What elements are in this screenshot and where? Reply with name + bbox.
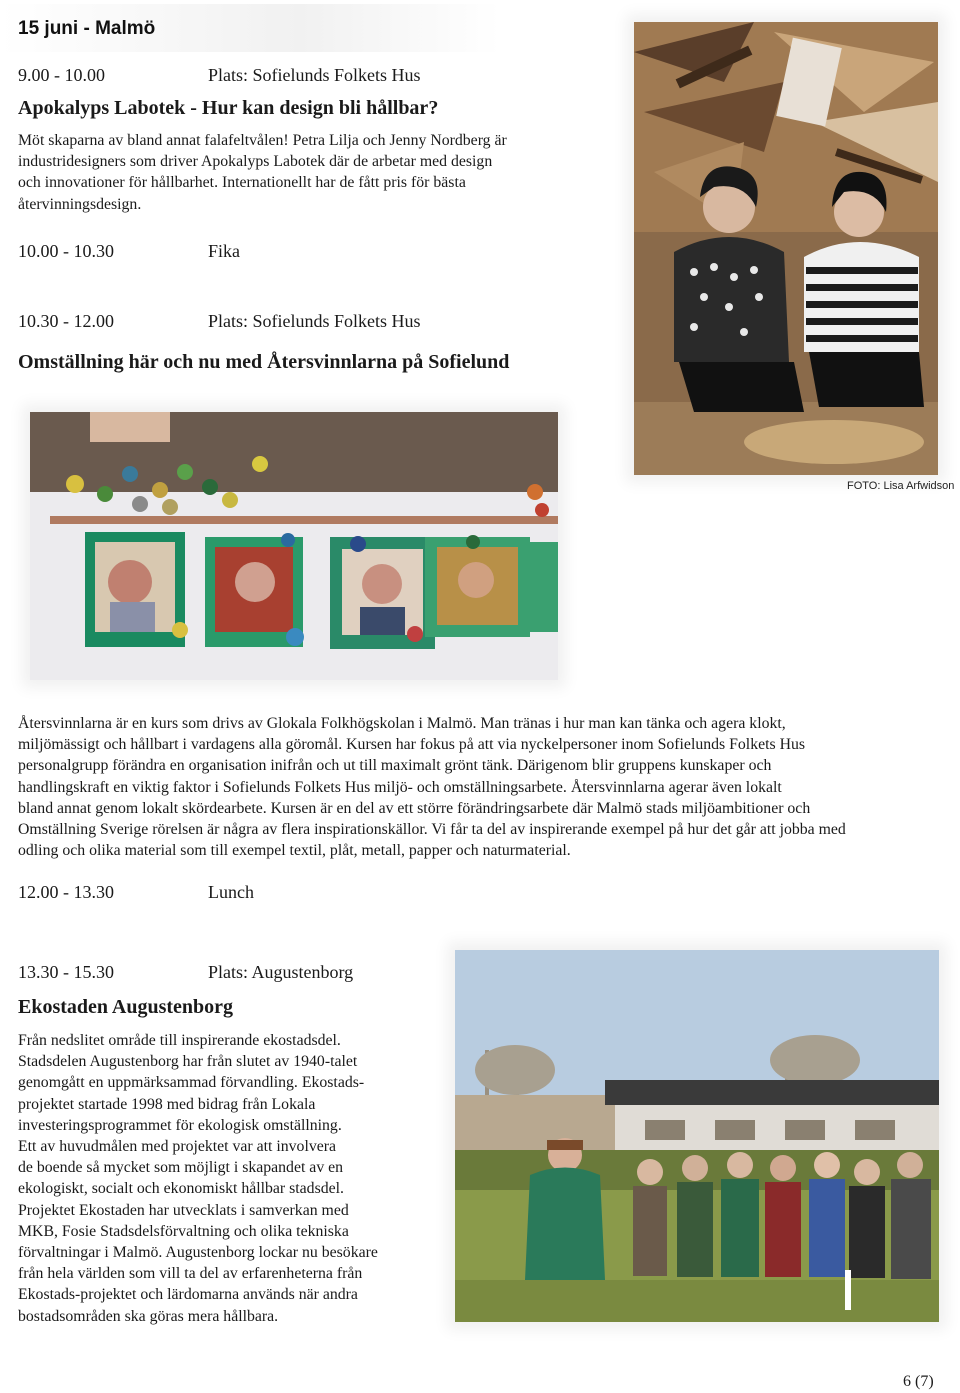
text-line: personalgrupp förändra en organisation inifrån och ut till maximalt grönt tänk. Därigenom blir gruppens kunskaper och	[18, 757, 772, 775]
session-1-description	[18, 130, 578, 215]
photo-credit: FOTO: Lisa Arfwidson	[847, 480, 955, 492]
text-line: ekologiskt, socialt och ekonomiskt hållbar stadsdel.	[18, 1180, 344, 1198]
text-line: förvaltningar i Malmö. Augustenborg lockar nu besökare	[18, 1244, 378, 1262]
session-5-place: Plats: Augustenborg	[208, 962, 354, 982]
session-1-time: 9.00 - 10.00	[18, 65, 105, 85]
session-1-title: Apokalyps Labotek - Hur kan design bli hållbar?	[18, 97, 439, 119]
text-line: och innovationer för hållbarhet. Internationellt har de fått pris för bästa	[18, 174, 466, 192]
session-1-place: Plats: Sofielunds Folkets Hus	[208, 65, 421, 85]
page-number: 6 (7)	[903, 1373, 934, 1390]
augustenborg-photo	[455, 950, 939, 1322]
text-line: Ett av huvudmålen med projektet var att involvera	[18, 1138, 337, 1156]
text-line: handlingskraft en viktig faktor i Sofielunds Folkets Hus miljö- och omställningsarbete. Återsvinnlarna agerar även lokalt	[18, 778, 782, 796]
session-3-place: Plats: Sofielunds Folkets Hus	[208, 311, 421, 331]
designers-photo	[634, 22, 938, 475]
text-line: Återsvinnlarna är en kurs som drivs av Glokala Folkhögskolan i Malmö. Man tränas i hur man kan tänka och agera klokt,	[18, 715, 786, 732]
session-2-time: 10.00 - 10.30	[18, 241, 114, 261]
text-line: Stadsdelen Augustenborg har från slutet av 1940-talet	[18, 1053, 358, 1071]
session-2-place: Fika	[208, 241, 241, 261]
text-line: industridesigners som driver Apokalyps Labotek där de arbetar med design	[18, 153, 493, 171]
frames-photo	[30, 412, 558, 680]
text-line: MKB, Fosie Stadsdelsförvaltning och olika tekniska	[18, 1222, 349, 1240]
text-line: odling och olika material som till exempel textil, plåt, metall, papper och naturmaterial.	[18, 842, 571, 860]
page-title: 15 juni - Malmö	[18, 18, 156, 39]
text-line: Från nedslitet område till inspirerande ekostadsdel.	[18, 1032, 341, 1049]
text-line: miljömässigt och hållbart i vardagens alla göromål. Kursen har fokus på att via nyckelpersoner inom Sofielunds Folkets Hus	[18, 736, 806, 754]
text-line: projektet startade 1998 med bidrag från Lokala	[18, 1095, 316, 1113]
text-line: Möt skaparna av bland annat falafeltvålen! Petra Lilja och Jenny Nordberg är	[18, 132, 507, 149]
session-3-time: 10.30 - 12.00	[18, 311, 114, 331]
text-line: från hela världen som vill ta del av erfarenheterna från	[18, 1265, 363, 1283]
text-line: Ekostads-projektet och lärdomarna används när andra	[18, 1286, 358, 1304]
text-line: bland annat genom lokalt skördearbete. Kursen är en del av ett större förändringsarbete där Malmö stads miljöambitioner och	[18, 799, 811, 817]
text-line: genomgått en uppmärksammad förvandling. Ekostads-	[18, 1074, 365, 1092]
text-line: investeringsprogrammet för ekologisk omställning.	[18, 1116, 342, 1134]
text-line: återvinningsdesign.	[18, 195, 142, 213]
session-3-title: Omställning här och nu med Återsvinnlarna på Sofielund	[18, 351, 510, 373]
text-line: Omställning Sverige rörelsen är några av flera inspirationskällor. Vi får ta del av inspirerande exempel på hur det går att jobba med	[18, 821, 846, 839]
session-5-time: 13.30 - 15.30	[18, 962, 114, 982]
text-line: de boende så mycket som möjligt i skapandet av en	[18, 1159, 344, 1177]
session-4-time: 12.00 - 13.30	[18, 882, 114, 902]
session-5-description	[18, 1030, 438, 1327]
session-4-place: Lunch	[208, 882, 254, 902]
session-3-description	[18, 713, 948, 861]
session-5-title: Ekostaden Augustenborg	[18, 996, 234, 1018]
text-line: bostadsområden ska göras mera hållbara.	[18, 1307, 279, 1325]
text-line: Projektet Ekostaden har utvecklats i samverkan med	[18, 1201, 349, 1219]
